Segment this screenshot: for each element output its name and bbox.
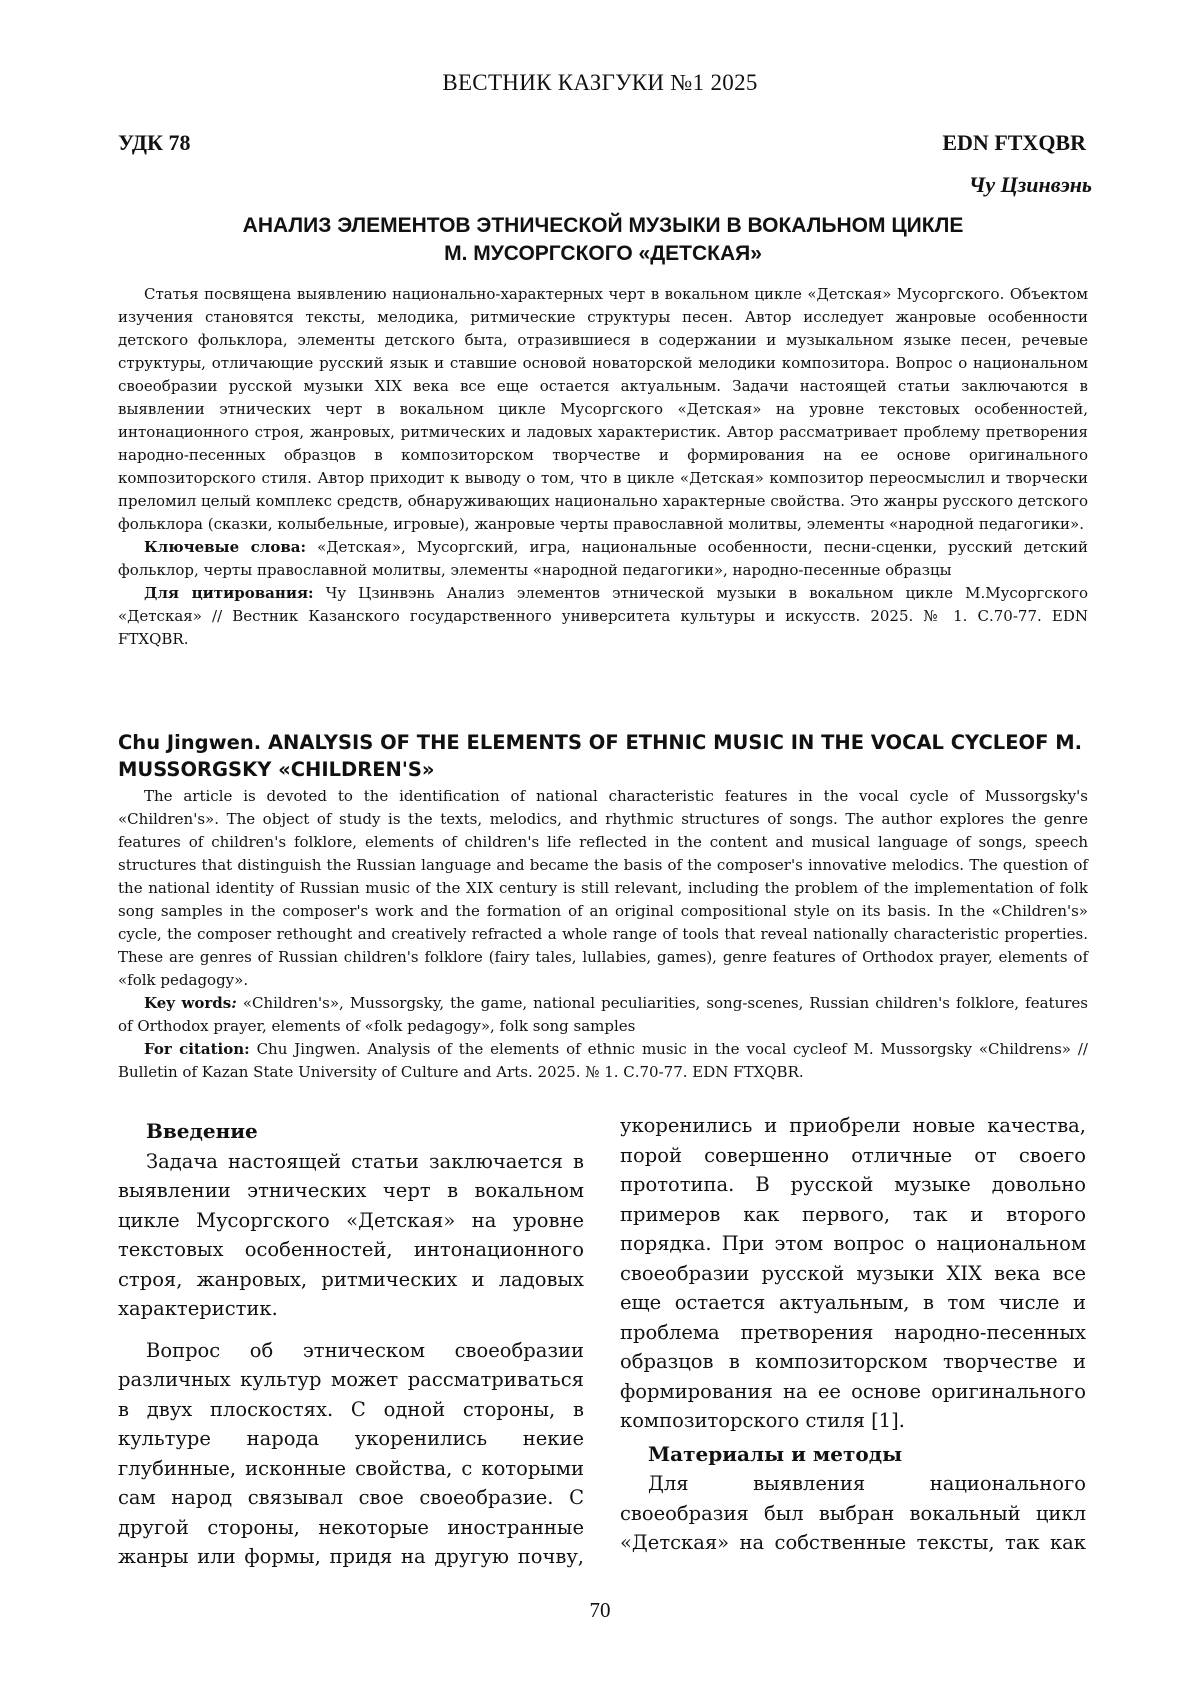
- citation-en-text: Chu Jingwen. Analysis of the elements of ethnic music in the vocal cycleof M. Mussorgsky «Childrens» // Bulletin of Kazan State University of Culture and Arts. 2025. № 1. С.70-77. EDN FTXQBR.: [118, 1040, 1088, 1081]
- right-paragraph-1: укоренились и приобрели новые качества, порой совершенно отличные от своего прототипа. В русской музыке довольно примеров как первого, так и второго порядка. При этом вопрос о национальном своеобразии русской музыки XIX века все еще остается актуальным, в том числе и проблема претворения народно-песенных образцов в композиторском творчестве и формирования на ее основе оригинального композиторского стиля [1].: [620, 1114, 1086, 1432]
- abstract-en: [118, 785, 1088, 1084]
- keywords-ru: [118, 536, 1088, 582]
- intro-paragraph-2: Вопрос об этническом своеобразии различных культур может рассматриваться в двух плоскостях. С одной стороны, в культуре народа укоренились некие глубинные, исконные свойства, с которыми сам народ связывал свое своеобразие. С другой стороны, некоторые иностранные жанры или формы, придя на другую почву,: [118, 1338, 584, 1568]
- udk-code: УДК 78: [118, 130, 191, 155]
- abstract-ru: [118, 283, 1088, 651]
- keywords-ru-text: «Детская», Мусоргский, игра, национальные особенности, песни-сценки, русский детский фольклор, черты православной молитвы, элементы «народной педагогики», народно-песенные образцы: [118, 538, 1088, 579]
- citation-ru-label: Для цитирования:: [144, 584, 314, 602]
- methods-paragraph-1: Для выявления национального своеобразия был выбран вокальный цикл «Детская» на собственные тексты, так как: [620, 1472, 1086, 1554]
- methods-heading: Материалы и методы: [648, 1441, 903, 1466]
- author-name: Чу Цзинвэнь: [968, 172, 1092, 197]
- keywords-en-colon: :: [231, 994, 237, 1012]
- journal-header: ВЕСТНИК КАЗГУКИ №1 2025: [442, 70, 758, 95]
- keywords-ru-label: Ключевые слова:: [144, 538, 307, 556]
- citation-en: [118, 1038, 1088, 1084]
- citation-en-label: For citation:: [144, 1040, 250, 1058]
- citation-ru-text: Чу Цзинвэнь Анализ элементов этнической музыки в вокальном цикле М.Мусоргского «Детская» // Вестник Казанского государственного университета культуры и искусств. 2025. № 1. С.70-77. EDN FTXQBR.: [118, 584, 1088, 648]
- citation-ru: [118, 582, 1088, 651]
- body-left-column: [118, 1117, 584, 1572]
- keywords-en: [118, 992, 1088, 1038]
- body-right-column: [620, 1111, 1086, 1558]
- article-title-ru: [118, 212, 1088, 268]
- intro-paragraph-1: Задача настоящей статьи заключается в выявлении этнических черт в вокальном цикле Мусоргского «Детская» на уровне текстовых особенностей, интонационного строя, жанровых, ритмических и ладовых характеристик.: [118, 1149, 584, 1320]
- abstract-ru-text: Статья посвящена выявлению национально-характерных черт в вокальном цикле «Детская» Мусоргского. Объектом изучения становятся тексты, мелодика, ритмические структуры песен. Автор исследует жанровые особенности детского фольклора, элементы детского быта, отразившиеся в содержании и музыкальном языке песен, речевые структуры, отличающие русский язык и ставшие основой новаторской мелодики композитора. Вопрос о национальном своеобразии русской музыки XIX века все еще остается актуальным. Задачи настоящей статьи заключаются в выявлении этнических черт в вокальном цикле Мусоргского «Детская» на уровне текстовых особенностей, интонационного строя, жанровых, ритмических и ладовых характеристик. Автор рассматривает проблему претворения народно-песенных образцов в композиторском творчестве и формирования на ее основе оригинального композиторского стиля. Автор приходит к выводу о том, что в цикле «Детская» композитор переосмыслил и творчески преломил целый комплекс средств, обнаруживающих национально характерные свойства. Это жанры русского детского фольклора (сказки, колыбельные, игровые), жанровые черты православной молитвы, элементы «народной педагогики».: [118, 285, 1088, 533]
- title-ru-line1: АНАЛИЗ ЭЛЕМЕНТОВ ЭТНИЧЕСКОЙ МУЗЫКИ В ВОКАЛЬНОМ ЦИКЛЕ: [242, 214, 964, 237]
- article-title-en: Chu Jingwen. ANALYSIS OF THE ELEMENTS OF ETHNIC MUSIC IN THE VOCAL CYCLEOF M. MUSSORGSKY «CHILDREN'S»: [118, 731, 1083, 781]
- edn-code: EDN FTXQBR: [942, 130, 1086, 155]
- intro-heading: Введение: [146, 1119, 258, 1143]
- page-number: 70: [589, 1598, 611, 1622]
- keywords-en-text: «Children's», Mussorgsky, the game, national peculiarities, song-scenes, Russian children's folklore, features of Orthodox prayer, elements of «folk pedagogy», folk song samples: [118, 994, 1088, 1035]
- abstract-en-text: The article is devoted to the identification of national characteristic features in the vocal cycle of Mussorgsky's «Children's». The object of study is the texts, melodics, and rhythmic structures of songs. The author explores the genre features of children's folklore, elements of children's life reflected in the content and musical language of songs, speech structures that distinguish the Russian language and became the basis of the composer's innovative melodics. The question of the national identity of Russian music of the XIX century is still relevant, including the problem of the implementation of folk song samples in the composer's work and the formation of an original compositional style on its basis. In the «Children's» cycle, the composer rethought and creatively refracted a whole range of tools that reveal nationally characteristic properties. These are genres of Russian children's folklore (fairy tales, lullabies, games), genre features of Orthodox prayer, elements of «folk pedagogy».: [118, 787, 1088, 989]
- title-ru-line2: М. МУСОРГСКОГО «ДЕТСКАЯ»: [444, 242, 762, 265]
- keywords-en-label: Key words: [144, 994, 232, 1012]
